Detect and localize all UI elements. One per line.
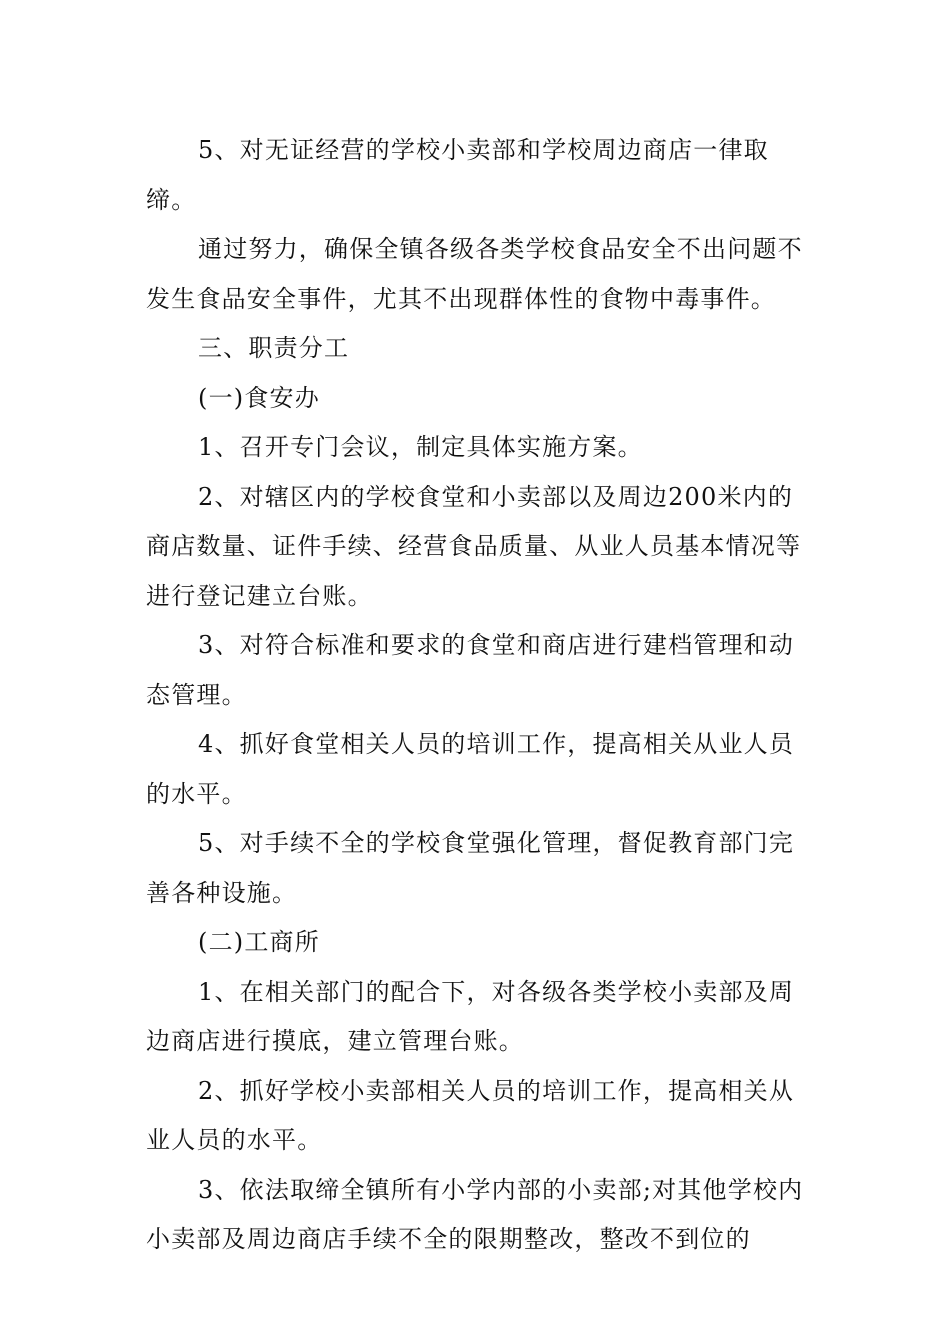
subsection-heading-food-safety-office: (一)食安办: [198, 383, 320, 412]
paragraph-commerce-item-1: 1、在相关部门的配合下，对各级各类学校小卖部及周边商店进行摸底，建立管理台账。: [146, 977, 795, 1055]
paragraph-office-item-3: 3、对符合标准和要求的食堂和商店进行建档管理和动态管理。: [146, 631, 795, 709]
paragraph-item-5-ban: 5、对无证经营的学校小卖部和学校周边商店一律取缔。: [146, 136, 769, 214]
paragraph-commerce-item-3: 3、依法取缔全镇所有小学内部的小卖部;对其他学校内小卖部及周边商店手续不全的限期整改，整改不到位的: [146, 1175, 804, 1253]
paragraph-office-item-1: 1、召开专门会议，制定具体实施方案。: [198, 433, 643, 461]
subsection-heading-industry-commerce: (二)工商所: [198, 928, 320, 956]
paragraph-commerce-item-2: 2、抓好学校小卖部相关人员的培训工作，提高相关从业人员的水平。: [146, 1076, 795, 1154]
paragraph-goal: 通过努力，确保全镇各级各类学校食品安全不出问题不发生食品安全事件，尤其不出现群体性的食物中毒事件。: [146, 235, 803, 313]
paragraph-office-item-5: 5、对手续不全的学校食堂强化管理，督促教育部门完善各种设施。: [146, 829, 795, 907]
paragraph-office-item-4: 4、抓好食堂相关人员的培训工作，提高相关从业人员的水平。: [146, 730, 795, 808]
document-body: [146, 126, 812, 1265]
paragraph-office-item-2: 2、对辖区内的学校食堂和小卖部以及周边200米内的商店数量、证件手续、经营食品质量、从业人员基本情况等进行登记建立台账。: [146, 482, 802, 610]
section-heading-duties: 三、职责分工: [198, 334, 350, 362]
